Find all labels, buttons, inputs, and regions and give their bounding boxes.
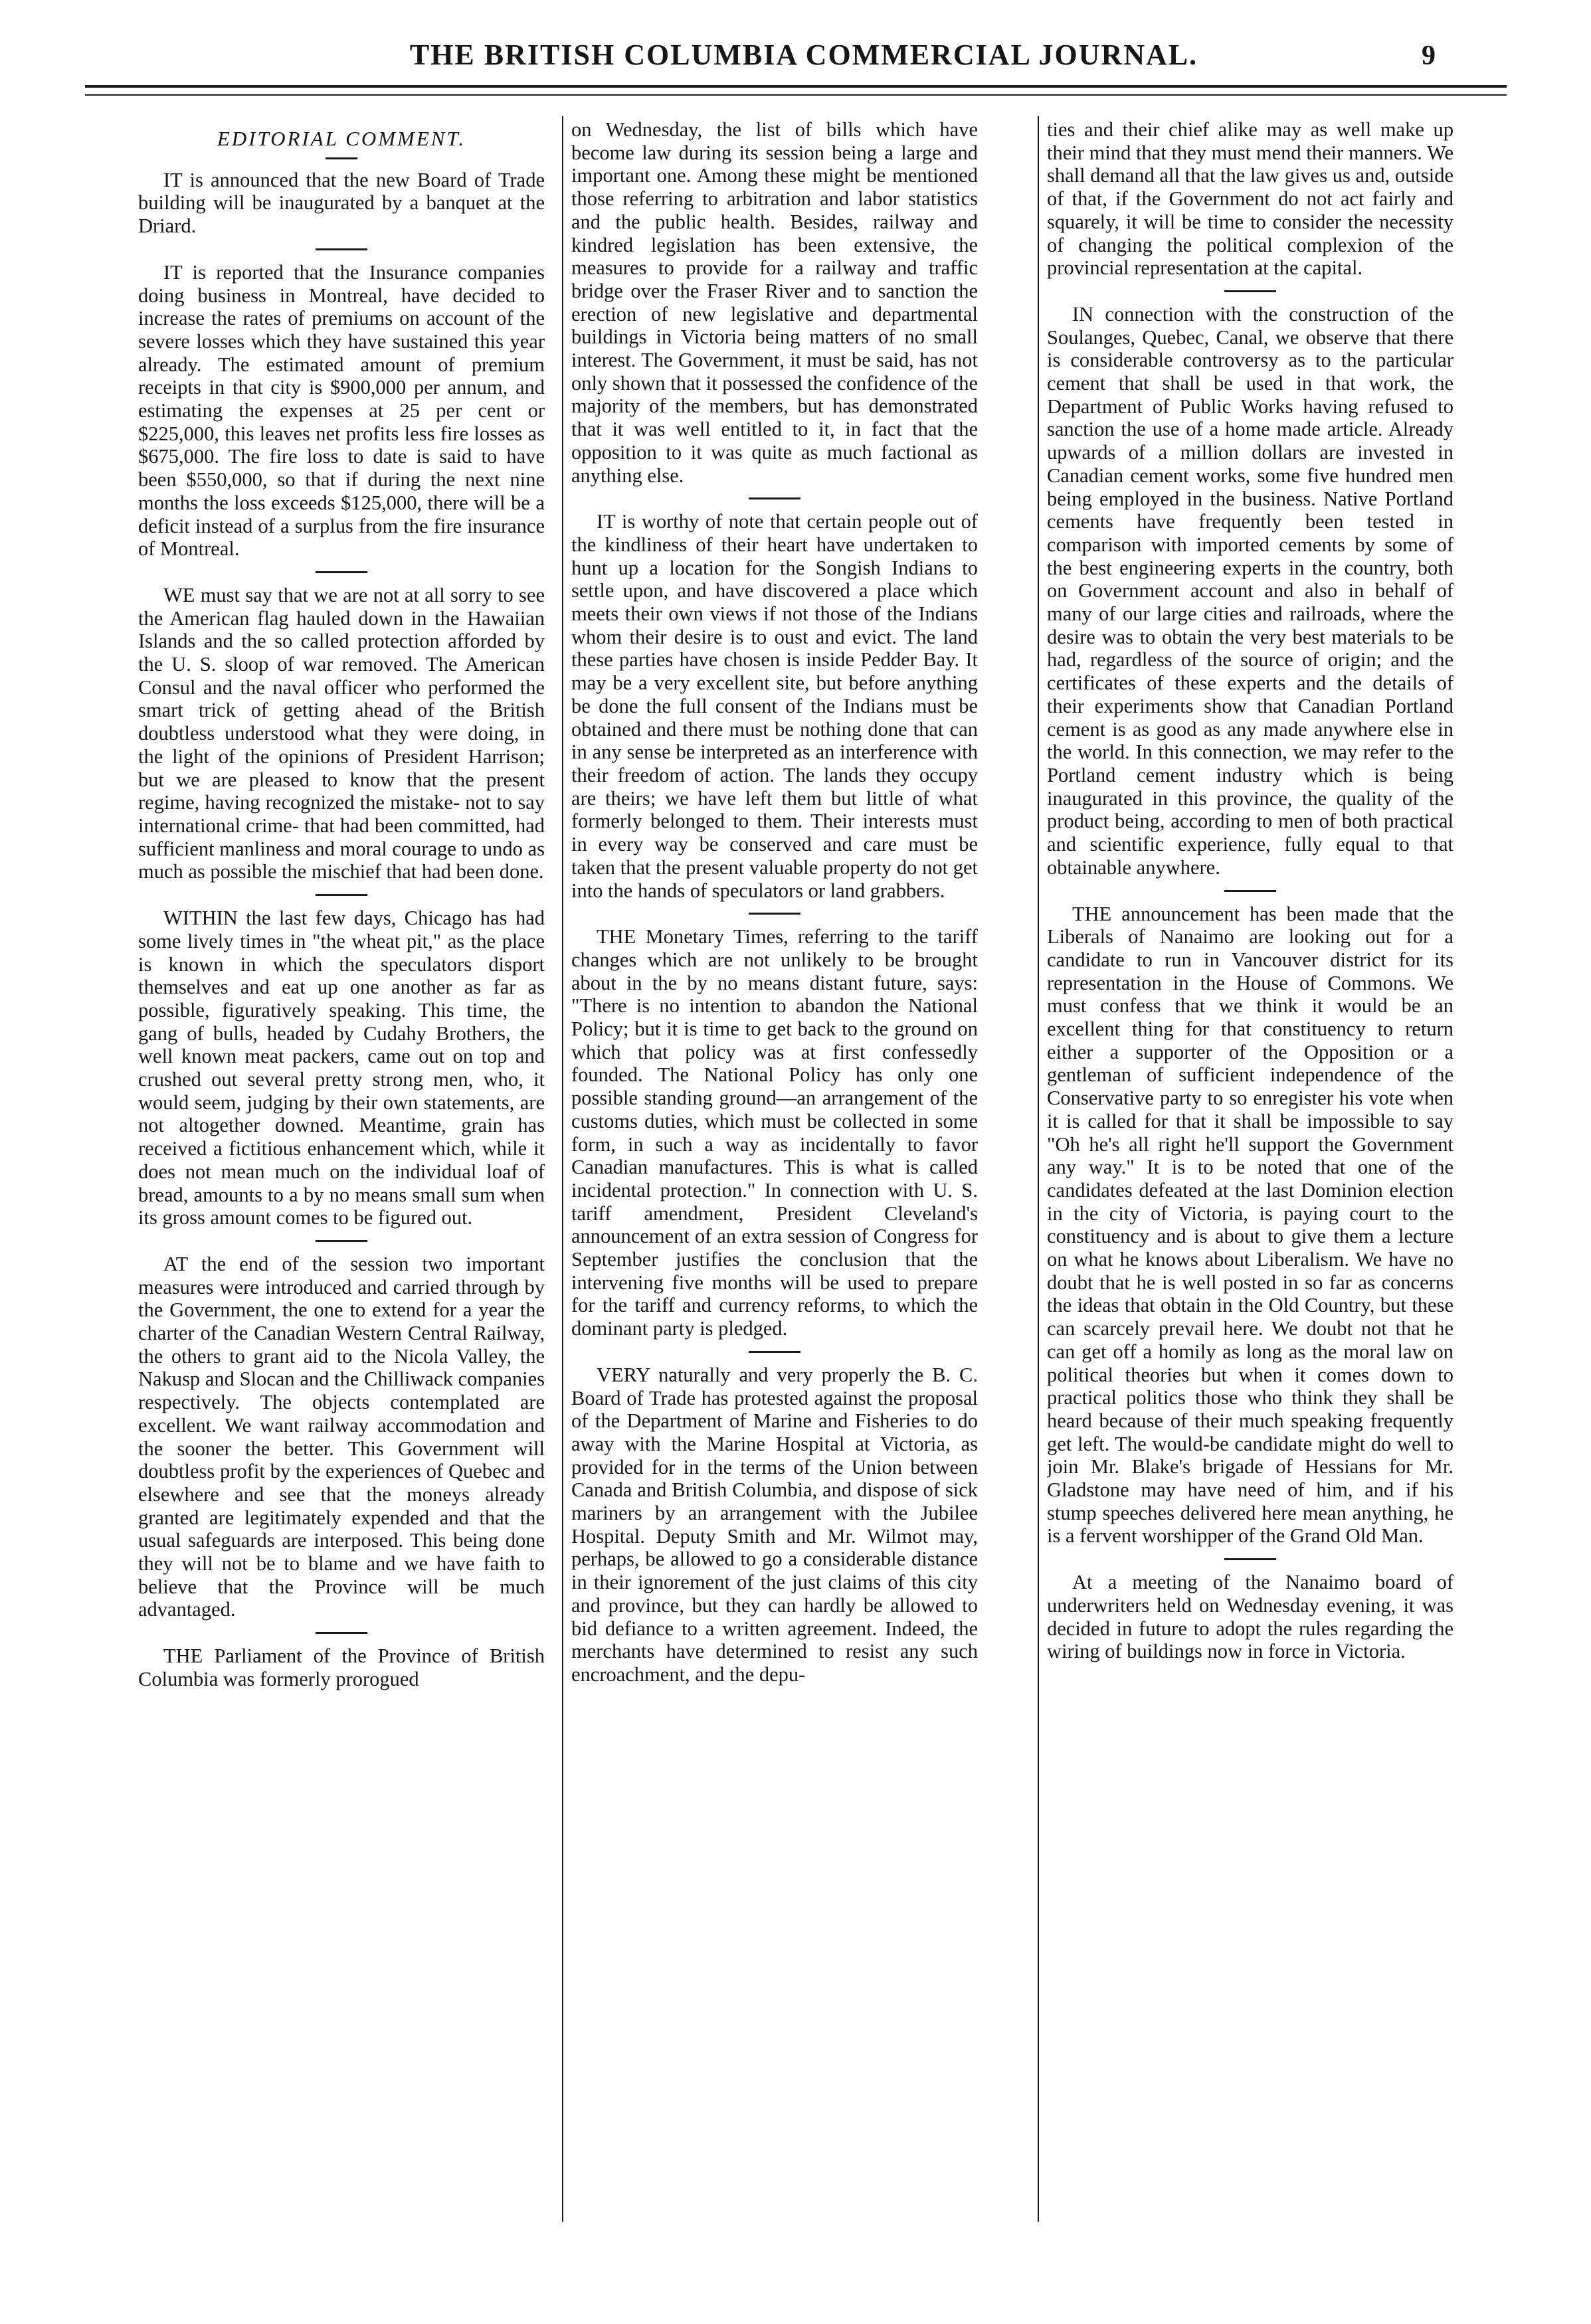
- column-2: [571, 118, 978, 2244]
- column-divider: [562, 116, 563, 2222]
- article-paragraph: VERY naturally and very properly the B. C. Board of Trade has protested against the proposal of the Department of Marine and Fisheries to do away with the Marine Hospital at Victoria, as provided for in the terms of the Union between Canada and British Columbia, and dispose of sick mariners by an arrangement with the Jubilee Hospital. Deputy Smith and Mr. Wilmot may, perhaps, be allowed to go a considerable distance in their ignorement of the just claims of this city and province, but they can hardly be allowed to bid defiance to a written agreement. Indeed, the merchants have determined to resist any such encroachment, and the depu-: [571, 1363, 978, 1686]
- separator-rule: [316, 571, 367, 573]
- article-paragraph: WE must say that we are not at all sorry to see the American flag hauled down in the Hawaiian Islands and the so called protection afforded by the U. S. sloop of war removed. The American Consul and the naval officer who performed the smart trick of getting ahead of the British doubtless understood what they were doing, in the light of the opinions of President Harrison; but we are pleased to know that the present regime, having recognized the mistake- not to say international crime- that had been committed, had sufficient manliness and moral courage to undo as much as possible the mischief that had been done.: [138, 583, 545, 883]
- separator-rule: [749, 913, 800, 915]
- separator-rule: [749, 497, 800, 499]
- article-paragraph: on Wednesday, the list of bills which have become law during its session being a large and important one. Among these might be mentioned those referring to arbitration and labor statistics and the public health. Besides, railway and kindred legislation has been extensive, the measures to provide for a railway and traffic bridge over the Fraser River and to sanction the erection of new legislative and departmental buildings in Victoria being matters of no small interest. The Government, it must be said, has not only shown that it possessed the confidence of the majority of the members, but has demonstrated that it was well entitled to it, in fact that the opposition to it was quite as much factional as anything else.: [571, 118, 978, 487]
- separator-rule: [316, 894, 367, 896]
- page-header: [0, 0, 1591, 100]
- article-paragraph: THE Monetary Times, referring to the tariff changes which are not unlikely to be brought about in the by no means distant future, says: "There is no intention to abandon the National Policy; but it is time to get back to the ground on which that policy was at first confessedly founded. The National Policy has only one possible standing ground—an arrangement of the customs duties, which must be collected in some form, in such a way as incidentally to favor Canadian manufactures. This is what is called incidental protection." In connection with U. S. tariff amendment, President Cleveland's announcement of an extra session of Congress for September justifies the conclusion that the intervening five months will be used to prepare for the tariff and currency reforms, to which the dominant party is pledged.: [571, 925, 978, 1340]
- separator-rule: [316, 248, 367, 250]
- column-3: [1047, 118, 1453, 2244]
- article-paragraph: THE Parliament of the Province of British Columbia was formerly prorogued: [138, 1645, 545, 1690]
- article-paragraph: AT the end of the session two important measures were introduced and carried through by the Government, the one to extend for a year the charter of the Canadian Western Central Railway, the others to grant aid to the Nicola Valley, the Nakusp and Slocan and the Chilliwack companies respectively. The objects contemplated are excellent. We want railway accommodation and the sooner the better. This Government will doubtless profit by the experiences of Quebec and elsewhere and see that the moneys already granted are legitimately expended and that the usual safeguards are interposed. This being done they will not be to blame and we have faith to believe that the Province will be much advantaged.: [138, 1252, 545, 1621]
- article-paragraph: ties and their chief alike may as well make up their mind that they must mend their manners. We shall demand all that the law gives us and, outside of that, if the Government do not act fairly and squarely, it will be time to consider the necessity of changing the political complexion of the provincial representation at the capital.: [1047, 118, 1453, 280]
- article-paragraph: IN connection with the construction of the Soulanges, Quebec, Canal, we observe that there is considerable controversy as to the particular cement that shall be used in that work, the Department of Public Works having refused to sanction the use of a home made article. Already upwards of a million dollars are invested in Canadian cement works, some five hundred men being employed in the business. Native Portland cements have frequently been tested in comparison with imported cements by some of the best engineering experts in the country, both on Government account and also in behalf of many of our large cities and railroads, where the desire was to obtain the very best materials to be had, regardless of the source of origin; and the certificates of these experts and the details of their experiments show that Canadian Portland cement is as good as any made anywhere else in the world. In this connection, we may refer to the Portland cement industry which is being inaugurated in this province, the quality of the product being, according to men of both practical and scientific experience, fully equal to that obtainable anywhere.: [1047, 302, 1453, 879]
- page-number: 9: [1422, 41, 1436, 71]
- column-1: [138, 118, 545, 2244]
- journal-masthead: THE BRITISH COLUMBIA COMMERCIAL JOURNAL.: [409, 39, 1198, 71]
- header-rule: [85, 85, 1507, 88]
- article-paragraph: THE announcement has been made that the Liberals of Nanaimo are looking out for a candidate to run in Vancouver district for its representation in the House of Commons. We must confess that we think it would be an excellent thing for that constituency to return either a supporter of the Opposition or a gentleman of sufficient independence of the Conservative party to so enregister his vote when it is called for that it shall be impossible to say "Oh he's all right he'll support the Government any way." It is to be noted that one of the candidates defeated at the last Dominion election in the city of Victoria, is paying court to the constituency and is about to give them a lecture on what he knows about Liberalism. We have no doubt that he is well posted in so far as concerns the ideas that obtain in the Old Country, but these can scarcely prevail here. We doubt not that he can get off a homily as long as the moral law on political theories but when it comes down to practical politics those who think they shall be heard because of their much speaking frequently get left. The would-be candidate might do well to join Mr. Blake's brigade of Hessians for Mr. Gladstone may have need of him, and if his stump speeches delivered here mean anything, he is a fervent worshipper of the Grand Old Man.: [1047, 902, 1453, 1548]
- separator-rule: [326, 157, 357, 159]
- article-paragraph: WITHIN the last few days, Chicago has had some lively times in "the wheat pit," as the place is known in which the speculators disport themselves and eat up one another as far as possible, figuratively speaking. This time, the gang of bulls, headed by Cudahy Brothers, the well known meat packers, came out on top and crushed out several pretty strong men, who, it would seem, judging by their own statements, are not altogether downed. Meantime, grain has received a fictitious enhancement which, while it does not mean much on the individual loaf of bread, amounts to a by no means small sum when its gross amount comes to be figured out.: [138, 907, 545, 1229]
- article-paragraph: IT is worthy of note that certain people out of the kindliness of their heart have undertaken to hunt up a location for the Songish Indians to settle upon, and have discovered a place which meets their own views if not those of the Indians whom their desire is to oust and evict. The land these parties have chosen is inside Pedder Bay. It may be a very excellent site, but before anything be done the full consent of the Indians must be obtained and there must be nothing done that can in any sense be interpreted as an interference with their freedom of action. The lands they occupy are theirs; we have left them but little of what formerly belonged to them. Their interests must in every way be conserved and care must be taken that the present valuable property do not get into the hands of speculators or land grabbers.: [571, 510, 978, 902]
- separator-rule: [316, 1632, 367, 1634]
- section-title: EDITORIAL COMMENT.: [217, 127, 466, 150]
- article-paragraph: At a meeting of the Nanaimo board of underwriters held on Wednesday evening, it was decided in future to adopt the rules regarding the wiring of buildings now in force in Victoria.: [1047, 1571, 1453, 1663]
- article-paragraph: IT is announced that the new Board of Trade building will be inaugurated by a banquet at the Driard.: [138, 168, 545, 238]
- separator-rule: [1224, 1558, 1276, 1560]
- separator-rule: [316, 1240, 367, 1242]
- separator-rule: [749, 1351, 800, 1353]
- column-divider: [1038, 116, 1039, 2222]
- header-rule-thin: [85, 94, 1507, 96]
- separator-rule: [1224, 890, 1276, 892]
- separator-rule: [1224, 290, 1276, 292]
- article-paragraph: IT is reported that the Insurance companies doing business in Montreal, have decided to increase the rates of premiums on account of the severe losses which they have sustained this year already. The estimated amount of premium receipts in that city is $900,000 per annum, and estimating the expenses at 25 per cent or $225,000, this leaves net profits less fire losses as $675,000. The fire loss to date is said to have been $550,000, so that if during the next nine months the loss exceeds $125,000, there will be a deficit instead of a surplus from the fire insurance of Montreal.: [138, 260, 545, 561]
